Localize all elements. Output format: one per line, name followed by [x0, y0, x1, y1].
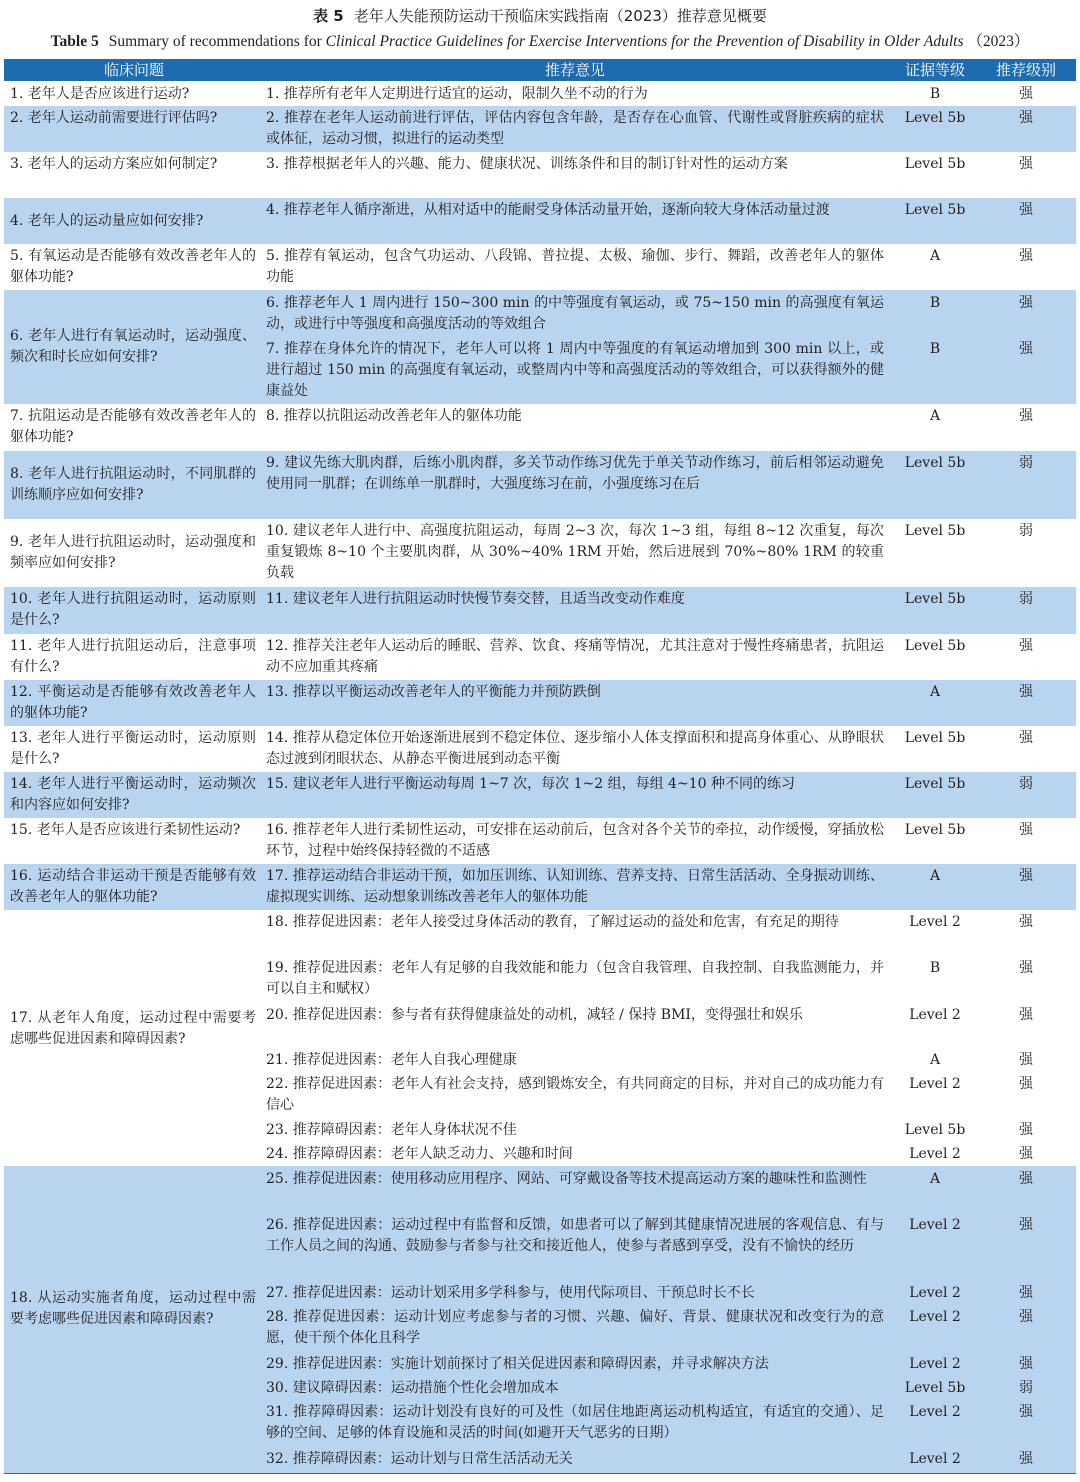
- evidence-level-23: Level 5b: [904, 1122, 966, 1138]
- grade-16: 强: [1019, 822, 1033, 838]
- grade-24: 强: [1019, 1146, 1033, 1162]
- recommendation-32: 32. 推荐障碍因素：运动计划与日常生活活动无关: [266, 1451, 573, 1467]
- table-header: [4, 59, 1076, 81]
- question-6: 6. 老年人进行有氧运动时，运动强度、频次和时长应如何安排?: [10, 328, 256, 365]
- grade-19: 强: [1019, 960, 1033, 976]
- recommendation-26: 26. 推荐促进因素：运动过程中有监督和反馈，如患者可以了解到其健康情况进展的客观信息、有与工作人员之间的沟通、鼓励参与者参与社交和接近他人，使参与者感到享受，没有不愉快的经历: [266, 1217, 884, 1254]
- question-15: 15. 老年人是否应该进行柔韧性运动?: [10, 822, 241, 838]
- recommendation-27: 27. 推荐促进因素：运动计划采用多学科参与，使用代际项目、干预总时长不长: [266, 1285, 755, 1301]
- question-4: 4. 老年人的运动量应如何安排?: [10, 213, 204, 229]
- question-18: 18. 从运动实施者角度，运动过程中需要考虑哪些促进因素和障碍因素?: [10, 1290, 256, 1327]
- question-2: 2. 老年人运动前需要进行评估吗?: [10, 110, 218, 126]
- recommendation-18: 18. 推荐促进因素：老年人接受过身体活动的教育，了解过运动的益处和危害，有充足的期待: [266, 914, 839, 930]
- recommendation-25: 25. 推荐促进因素：使用移动应用程序、网站、可穿戴设备等技术提高运动方案的趣味性和监测性: [266, 1171, 867, 1187]
- recommendation-28: 28. 推荐促进因素：运动计划应考虑参与者的习惯、兴趣、偏好、背景、健康状况和改变行为的意愿，使干预个体化且科学: [266, 1309, 884, 1346]
- grade-8: 强: [1019, 408, 1033, 424]
- recommendation-15: 15. 建议老年人进行平衡运动每周 1~7 次，每次 1~2 组，每组 4~10 种不同的练习: [266, 776, 795, 792]
- evidence-level-14: Level 5b: [904, 730, 966, 746]
- table-row: [4, 1166, 1076, 1473]
- evidence-level-9: Level 5b: [904, 455, 966, 471]
- grade-28: 强: [1019, 1309, 1033, 1325]
- grade-22: 强: [1019, 1076, 1033, 1092]
- recommendation-8: 8. 推荐以抗阻运动改善老年人的躯体功能: [266, 408, 522, 424]
- question-11: 11. 老年人进行抗阻运动后，注意事项有什么?: [10, 638, 256, 675]
- evidence-level-8: A: [929, 408, 941, 424]
- grade-9: 弱: [1019, 455, 1033, 471]
- grade-11: 弱: [1019, 591, 1033, 607]
- table-title-en-italic: Clinical Practice Guidelines for Exercise Interventions for the Prevention of Disability in Older Adults: [325, 33, 964, 50]
- question-8: 8. 老年人进行抗阻运动时，不同肌群的训练顺序应如何安排?: [10, 466, 256, 503]
- question-17: 17. 从老年人角度，运动过程中需要考虑哪些促进因素和障碍因素?: [10, 1010, 256, 1047]
- table-row: [4, 680, 1076, 726]
- grade-2: 强: [1019, 110, 1033, 126]
- grade-14: 强: [1019, 730, 1033, 746]
- evidence-level-16: Level 5b: [904, 822, 966, 838]
- question-1: 1. 老年人是否应该进行运动?: [10, 86, 190, 102]
- recommendation-20: 20. 推荐促进因素：参与者有获得健康益处的动机，减轻 / 保持 BMI，变得强壮和娱乐: [266, 1007, 803, 1023]
- question-3: 3. 老年人的运动方案应如何制定?: [10, 156, 218, 172]
- table-row: [4, 772, 1076, 818]
- grade-6: 强: [1019, 295, 1033, 311]
- evidence-level-32: Level 2: [909, 1451, 961, 1467]
- recommendation-16: 16. 推荐老年人进行柔韧性运动，可安排在运动前后，包含对各个关节的牵拉，动作缓慢，穿插放松环节，过程中始终保持轻微的不适感: [266, 822, 884, 859]
- recommendation-17: 17. 推荐运动结合非运动干预，如加压训练、认知训练、营养支持、日常生活活动、全身振动训练、虚拟现实训练、运动想象训练改善老年人的躯体功能: [266, 868, 884, 905]
- evidence-level-6: B: [929, 295, 941, 311]
- evidence-level-3: Level 5b: [904, 156, 966, 172]
- evidence-level-29: Level 2: [909, 1356, 961, 1372]
- table-label-zh: 表 5: [313, 7, 344, 25]
- header-evidence-level: 证据等级: [904, 61, 965, 79]
- table-row: [4, 83, 1076, 106]
- evidence-level-30: Level 5b: [904, 1380, 966, 1396]
- recommendation-1: 1. 推荐所有老年人定期进行适宜的运动，限制久坐不动的行为: [266, 86, 648, 102]
- grade-5: 强: [1019, 248, 1033, 264]
- question-9: 9. 老年人进行抗阻运动时，运动强度和频率应如何安排?: [10, 534, 256, 571]
- question-10: 10. 老年人进行抗阻运动时，运动原则是什么?: [10, 591, 256, 628]
- grade-13: 强: [1019, 684, 1033, 700]
- table-row: [4, 152, 1076, 198]
- evidence-level-7: B: [929, 341, 941, 357]
- evidence-level-18: Level 2: [909, 914, 961, 930]
- table-row: [4, 818, 1076, 864]
- recommendation-9: 9. 建议先练大肌肉群，后练小肌肉群，多关节动作练习优先于单关节动作练习，前后相邻运动避免使用同一肌群；在训练单一肌群时，大强度练习在前，小强度练习在后: [266, 455, 884, 492]
- grade-23: 强: [1019, 1122, 1033, 1138]
- recommendation-6: 6. 推荐老年人 1 周内进行 150~300 min 的中等强度有氧运动，或 75~150 min 的高强度有氧运动，或进行中等强度和高强度活动的等效组合: [266, 295, 884, 332]
- grade-32: 强: [1019, 1451, 1033, 1467]
- question-7: 7. 抗阻运动是否能够有效改善老年人的躯体功能?: [10, 408, 256, 445]
- evidence-level-17: A: [929, 868, 941, 884]
- grade-21: 强: [1019, 1052, 1033, 1068]
- evidence-level-27: Level 2: [909, 1285, 961, 1301]
- grade-20: 强: [1019, 1007, 1033, 1023]
- evidence-level-12: Level 5b: [904, 638, 966, 654]
- recommendation-11: 11. 建议老年人进行抗阻运动时快慢节奏交替，且适当改变动作难度: [266, 591, 685, 607]
- evidence-level-2: Level 5b: [904, 110, 966, 126]
- evidence-level-21: A: [929, 1052, 941, 1068]
- grade-12: 强: [1019, 638, 1033, 654]
- recommendation-23: 23. 推荐障碍因素：老年人身体状况不佳: [266, 1122, 517, 1138]
- table-bottom-rule: [4, 1473, 1076, 1474]
- table-row: [4, 290, 1076, 404]
- table-row: [4, 519, 1076, 587]
- table-title-zh: 老年人失能预防运动干预临床实践指南（2023）推荐意见概要: [353, 7, 767, 25]
- recommendation-4: 4. 推荐老年人循序渐进，从相对适中的能耐受身体活动量开始，逐渐向较大身体活动量过渡: [266, 202, 830, 218]
- evidence-level-4: Level 5b: [904, 202, 966, 218]
- grade-27: 强: [1019, 1285, 1033, 1301]
- evidence-level-25: A: [929, 1171, 941, 1187]
- recommendation-30: 30. 建议障碍因素：运动措施个性化会增加成本: [266, 1380, 559, 1396]
- grade-18: 强: [1019, 914, 1033, 930]
- recommendation-14: 14. 推荐从稳定体位开始逐渐进展到不稳定体位、逐步缩小人体支撑面积和提高身体重心、从睁眼状态过渡到闭眼状态、从静态平衡进展到动态平衡: [266, 730, 884, 767]
- table-row: [4, 634, 1076, 680]
- recommendation-10: 10. 建议老年人进行中、高强度抗阻运动，每周 2~3 次，每次 1~3 组，每组 8~12 次重复，每次重复锻炼 8~10 个主要肌肉群，从 30%~40% 1RM 开始，然后进展到 70%~80% 1RM 的较重负载: [266, 523, 884, 581]
- evidence-level-26: Level 2: [909, 1217, 961, 1233]
- question-14: 14. 老年人进行平衡运动时，运动频次和内容应如何安排?: [10, 776, 256, 813]
- recommendation-19: 19. 推荐促进因素：老年人有足够的自我效能和能力（包含自我管理、自我控制、自我监测能力，并可以自主和赋权）: [266, 960, 884, 997]
- table-row: [4, 404, 1076, 451]
- evidence-level-10: Level 5b: [904, 523, 966, 539]
- evidence-level-28: Level 2: [909, 1309, 961, 1325]
- grade-17: 强: [1019, 868, 1033, 884]
- grade-15: 弱: [1019, 776, 1033, 792]
- evidence-level-5: A: [929, 248, 941, 264]
- evidence-level-19: B: [929, 960, 941, 976]
- grade-3: 强: [1019, 156, 1033, 172]
- grade-4: 强: [1019, 202, 1033, 218]
- table-row: [4, 726, 1076, 772]
- evidence-level-22: Level 2: [909, 1076, 961, 1092]
- table-row: [4, 198, 1076, 244]
- recommendation-21: 21. 推荐促进因素：老年人自我心理健康: [266, 1052, 517, 1068]
- header-question: 临床问题: [103, 61, 164, 79]
- header-recommendation: 推荐意见: [544, 61, 605, 79]
- question-16: 16. 运动结合非运动干预是否能够有效改善老年人的躯体功能?: [10, 868, 256, 905]
- grade-26: 强: [1019, 1217, 1033, 1233]
- table-caption-zh: [0, 5, 1080, 27]
- table-row: [4, 864, 1076, 910]
- recommendation-12: 12. 推荐关注老年人运动后的睡眠、营养、饮食、疼痛等情况，尤其注意对于慢性疼痛患者，抗阻运动不应加重其疼痛: [266, 638, 884, 675]
- evidence-level-24: Level 2: [909, 1146, 961, 1162]
- grade-1: 强: [1019, 86, 1033, 102]
- recommendation-29: 29. 推荐促进因素：实施计划前探讨了相关促进因素和障碍因素，并寻求解决方法: [266, 1356, 769, 1372]
- evidence-level-11: Level 5b: [904, 591, 966, 607]
- question-12: 12. 平衡运动是否能够有效改善老年人的躯体功能?: [10, 684, 256, 721]
- table-title-en-pre: Summary of recommendations for: [108, 33, 322, 50]
- grade-25: 强: [1019, 1171, 1033, 1187]
- grade-30: 弱: [1019, 1380, 1033, 1396]
- table-row: [4, 106, 1076, 152]
- evidence-level-31: Level 2: [909, 1404, 961, 1420]
- grade-10: 弱: [1019, 523, 1033, 539]
- evidence-level-15: Level 5b: [904, 776, 966, 792]
- evidence-level-1: B: [929, 86, 941, 102]
- table-row: [4, 587, 1076, 634]
- recommendation-5: 5. 推荐有氧运动，包含气功运动、八段锦、普拉提、太极、瑜伽、步行、舞蹈，改善老年人的躯体功能: [266, 248, 884, 285]
- recommendation-22: 22. 推荐促进因素：老年人有社会支持，感到锻炼安全，有共同商定的目标，并对自己的成功能力有信心: [266, 1076, 884, 1113]
- grade-7: 强: [1019, 341, 1033, 357]
- question-5: 5. 有氧运动是否能够有效改善老年人的躯体功能?: [10, 248, 256, 285]
- table-row: [4, 451, 1076, 519]
- grade-29: 强: [1019, 1356, 1033, 1372]
- recommendation-13: 13. 推荐以平衡运动改善老年人的平衡能力并预防跌倒: [266, 684, 601, 700]
- header-recommendation-grade: 推荐级别: [995, 61, 1056, 79]
- recommendation-24: 24. 推荐障碍因素：老年人缺乏动力、兴趣和时间: [266, 1146, 573, 1162]
- grade-31: 强: [1019, 1404, 1033, 1420]
- recommendation-31: 31. 推荐障碍因素：运动计划没有良好的可及性（如居住地距离运动机构适宜，有适宜的交通）、足够的空间、足够的体育设施和灵活的时间(如避开天气恶劣的日期）: [266, 1404, 884, 1441]
- recommendation-7: 7. 推荐在身体允许的情况下，老年人可以将 1 周内中等强度的有氧运动增加到 300 min 以上，或进行超过 150 min 的高强度有氧运动，或整周内中等和高强度活动的等效组合，可以获得额外的健康益处: [266, 341, 884, 399]
- evidence-level-20: Level 2: [909, 1007, 961, 1023]
- table-label-en: Table 5: [50, 33, 99, 50]
- table-row: [4, 910, 1076, 1166]
- table-title-en-post: （2023）: [967, 33, 1030, 50]
- table-caption-en: [0, 31, 1080, 53]
- question-13: 13. 老年人进行平衡运动时，运动原则是什么?: [10, 730, 256, 767]
- recommendation-2: 2. 推荐在老年人运动前进行评估，评估内容包含年龄，是否存在心血管、代谢性或肾脏疾病的症状或体征，运动习惯，拟进行的运动类型: [266, 110, 884, 147]
- evidence-level-13: A: [929, 684, 941, 700]
- table-row: [4, 244, 1076, 290]
- recommendation-3: 3. 推荐根据老年人的兴趣、能力、健康状况、训练条件和目的制订针对性的运动方案: [266, 156, 788, 172]
